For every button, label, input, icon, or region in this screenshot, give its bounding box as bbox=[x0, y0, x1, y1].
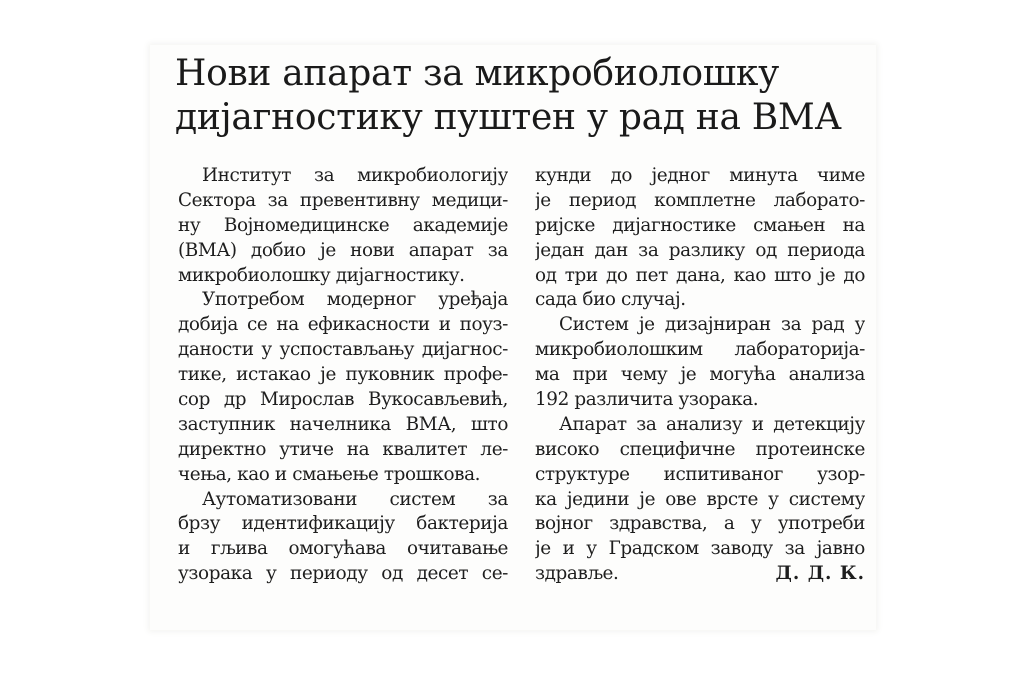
text-line: кунди до једног минута чиме bbox=[535, 165, 865, 186]
text-line: сор др Мирослав Вукосављевић, bbox=[178, 389, 508, 411]
article-column-left bbox=[178, 164, 508, 587]
text-line: Институт за микробиологију bbox=[202, 165, 508, 186]
text-line: је период комплетне лаборато- bbox=[535, 189, 865, 211]
text-line: здравље. bbox=[535, 563, 619, 585]
text-line: је и у Градском заводу за јавно bbox=[535, 538, 865, 560]
text-line: и гљива омогућава очитавање bbox=[178, 538, 508, 560]
text-line: ма при чему је могућа анализа bbox=[535, 364, 865, 386]
text-line: даности у успостављању дијагнос- bbox=[178, 339, 508, 361]
article-headline bbox=[175, 52, 875, 140]
text-line: Употребом модерног уређаја bbox=[202, 289, 508, 311]
text-line: војног здравства, а у употреби bbox=[535, 513, 865, 535]
text-line: Систем је дизајниран за рад у bbox=[559, 314, 865, 336]
author-signature: Д. Д. К. bbox=[775, 563, 865, 585]
text-line: микробиолошким лабораторија- bbox=[535, 339, 865, 361]
text-line: од три до пет дана, као што је до bbox=[535, 264, 865, 286]
text-line: узорака у периоду од десет се- bbox=[178, 563, 508, 585]
text-line: Аутоматизовани систем за bbox=[202, 488, 508, 510]
text-line: директно утиче на квалитет ле- bbox=[178, 438, 508, 460]
text-line: високо специфичне протеинске bbox=[535, 438, 865, 460]
text-line: заступник начелника ВМА, што bbox=[178, 413, 508, 435]
text-line: брзу идентификацију бактерија bbox=[178, 513, 508, 535]
closing-line bbox=[535, 562, 865, 587]
text-line: (ВМА) добио је нови апарат за bbox=[178, 239, 508, 261]
text-line: ка једини је ове врсте у систему bbox=[535, 488, 865, 510]
article-column-right bbox=[535, 164, 865, 587]
text-line: Сектора за превентивну медици- bbox=[178, 189, 508, 211]
text-line: ријске дијагностике смањен на bbox=[535, 214, 865, 236]
headline-line-2: дијагностику пуштен у рад на ВМА bbox=[175, 97, 842, 138]
text-line: сада био случај. bbox=[535, 289, 686, 311]
text-line: добија се на ефикасности и поуз- bbox=[178, 314, 508, 336]
text-line: један дан за разлику од периода bbox=[535, 239, 865, 261]
text-line: ну Војномедицинске академије bbox=[178, 214, 508, 236]
text-line: тике, истакао је пуковник профе- bbox=[178, 364, 508, 386]
headline-line-1: Нови апарат за микробиолошку bbox=[175, 53, 779, 94]
text-line: чења, као и смањење трошкова. bbox=[178, 463, 481, 485]
text-line: 192 различита узорака. bbox=[535, 389, 759, 411]
text-line: Апарат за анализу и детекцију bbox=[559, 413, 865, 435]
text-line: микробиолошку дијагностику. bbox=[178, 264, 465, 286]
text-line: структуре испитиваног узор- bbox=[535, 463, 865, 485]
